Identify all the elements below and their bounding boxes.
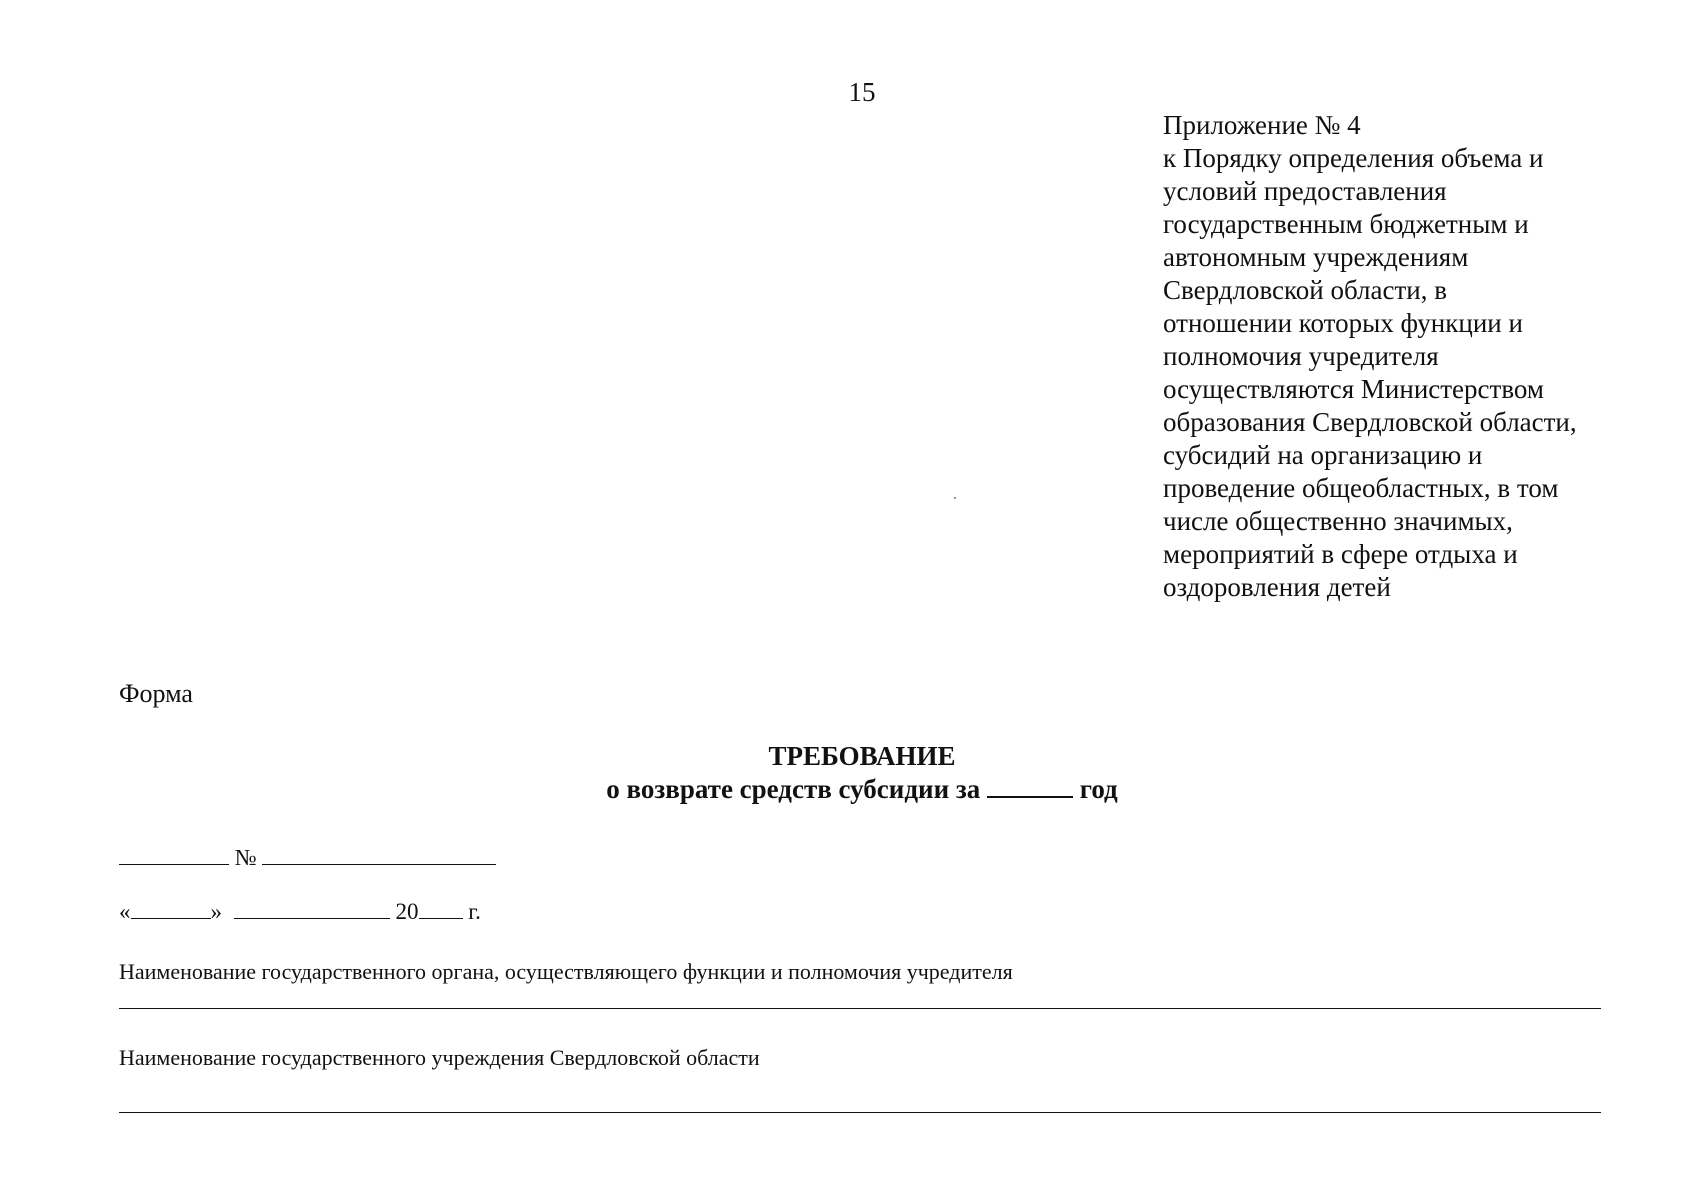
institution-line[interactable]	[119, 1112, 1601, 1113]
scan-speck	[954, 497, 956, 499]
close-quote: »	[210, 899, 222, 924]
form-label: Форма	[119, 679, 193, 708]
subtitle-suffix: год	[1079, 774, 1118, 804]
page-number: 15	[848, 77, 876, 107]
appendix-line: субсидий на организацию и	[1163, 440, 1483, 470]
appendix-line: образования Свердловской области,	[1163, 407, 1577, 437]
year-suffix: г.	[468, 899, 481, 924]
reference-number-blank[interactable]	[262, 844, 496, 865]
institution-label: Наименование государственного учреждения Свердловской области	[119, 1045, 760, 1070]
document-subtitle	[0, 773, 1703, 806]
appendix-line: условий предоставления	[1163, 176, 1447, 206]
document-title: ТРЕБОВАНИЕ	[768, 741, 956, 771]
reference-line	[119, 843, 496, 873]
appendix-line: государственным бюджетным и	[1163, 209, 1529, 239]
appendix-line: числе общественно значимых,	[1163, 506, 1513, 536]
reference-date-blank[interactable]	[119, 844, 229, 865]
month-blank[interactable]	[234, 898, 390, 919]
number-sign: №	[234, 845, 257, 870]
appendix-line: проведение общеобластных, в том	[1163, 473, 1559, 503]
appendix-line: мероприятий в сфере отдыха и	[1163, 539, 1518, 569]
year-digits-blank[interactable]	[419, 898, 463, 919]
year-blank[interactable]	[987, 774, 1073, 798]
appendix-line: полномочия учредителя	[1163, 341, 1439, 371]
founder-authority-line[interactable]	[119, 1008, 1601, 1009]
appendix-line: автономным учреждениям	[1163, 242, 1469, 272]
appendix-line: оздоровления детей	[1163, 572, 1391, 602]
appendix-block	[1163, 109, 1683, 604]
date-line	[119, 897, 481, 927]
year-prefix: 20	[395, 899, 419, 924]
appendix-line: к Порядку определения объема и	[1163, 143, 1544, 173]
appendix-line: Свердловской области, в	[1163, 275, 1447, 305]
appendix-line: осуществляются Министерством	[1163, 374, 1544, 404]
day-blank[interactable]	[131, 898, 211, 919]
founder-authority-label: Наименование государственного органа, осуществляющего функции и полномочия учредителя	[119, 959, 1013, 984]
appendix-line: отношении которых функции и	[1163, 308, 1523, 338]
subtitle-prefix: о возврате средств субсидии за	[606, 774, 981, 804]
appendix-line: Приложение № 4	[1163, 110, 1361, 140]
open-quote: «	[119, 899, 131, 924]
